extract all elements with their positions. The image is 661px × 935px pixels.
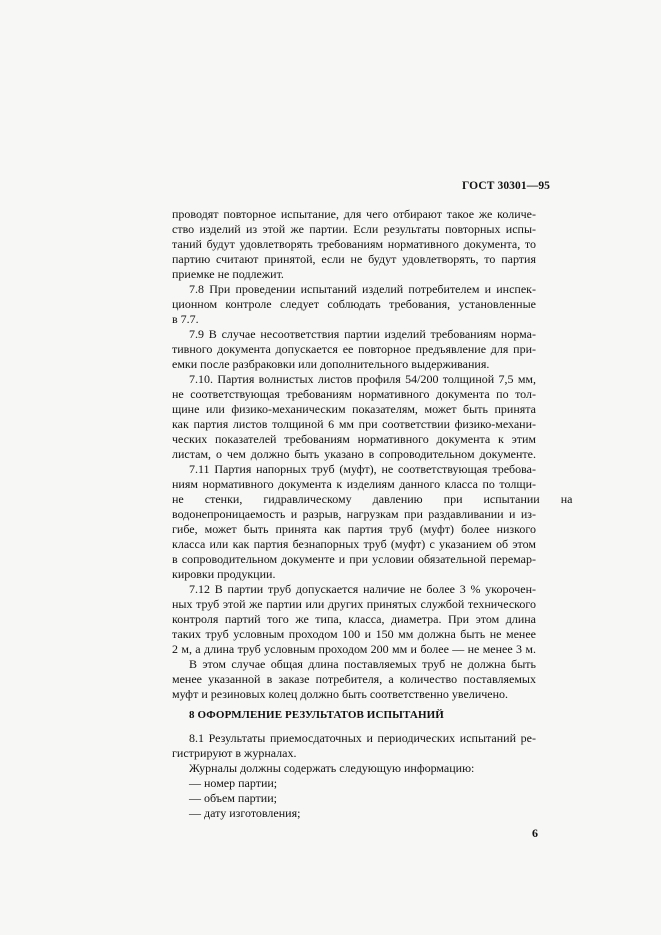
text-line: приемке не подлежит. xyxy=(172,267,284,281)
clause-7-11-line: не стенки, гидравлическому давлению при испытании на xyxy=(172,492,573,506)
section-8-heading: 8 ОФОРМЛЕНИЕ РЕЗУЛЬТАТОВ ИСПЫТАНИЙ xyxy=(189,709,444,721)
clause-7-9-line: 7.9 В случае несоответствия партии изделий требованиям норма- xyxy=(189,327,536,341)
journals-intro-line: Журналы должны содержать следующую информацию: xyxy=(189,761,475,775)
clause-7-10-line: ческих показателей требованиям нормативного документа к этим xyxy=(172,432,536,446)
clause-7-12-line: 7.12 В партии труб допускается наличие не более 3 % укорочен- xyxy=(189,582,536,596)
clause-7-8-line: ционном контроле следует соблюдать требования, установленные xyxy=(172,297,536,311)
clause-7-11-line: гибе, может быть принята как партия труб (муфт) более низкого xyxy=(172,522,536,536)
clause-7-11-line: 7.11 Партия напорных труб (муфт), не соответствующая требова- xyxy=(189,462,536,476)
clause-7-11-line: в сопроводительном документе и при условии обязательной перемар- xyxy=(172,552,536,566)
clause-7-11-line: кировки продукции. xyxy=(172,567,276,581)
text-line: партию считают принятой, если не будут удовлетворять, то партия xyxy=(172,252,536,266)
clause-7-12-continuation-line: В этом случае общая длина поставляемых труб не должна быть xyxy=(189,657,536,671)
clause-7-10-line: как партия листов толщиной 6 мм при соответствии физико-механи- xyxy=(172,417,536,431)
list-item: — дату изготовления; xyxy=(189,806,301,820)
clause-7-10-line: листам, о чем должно быть указано в сопроводительном документе. xyxy=(172,447,536,461)
clause-7-10-line: не соответствующая требованиям нормативного документа по тол- xyxy=(172,387,536,401)
clause-7-12-line: ных труб этой же партии или других принятых службой технического xyxy=(172,597,536,611)
clause-7-9-line: емки после разбраковки или дополнительного выдерживания. xyxy=(172,357,490,371)
list-item: — объем партии; xyxy=(189,791,277,805)
page-number: 6 xyxy=(532,826,538,840)
text-line: проводят повторное испытание, для чего отбирают такое же количе- xyxy=(172,207,536,221)
standard-code-header: ГОСТ 30301—95 xyxy=(462,180,551,192)
clause-8-1-line: 8.1 Результаты приемосдаточных и периодических испытаний ре- xyxy=(189,731,536,745)
clause-7-12-line: 2 м, а длина труб условным проходом 200 мм и более — не менее 3 м. xyxy=(172,642,536,656)
clause-7-11-line: ниям нормативного документа к изделиям данного класса по толщи- xyxy=(172,477,536,491)
clause-7-10-line: щине или физико-механическим показателям, может быть принята xyxy=(172,402,536,416)
clause-7-10-line: 7.10. Партия волнистых листов профиля 54/200 толщиной 7,5 мм, xyxy=(189,372,536,386)
clause-8-1-line: гистрируют в журналах. xyxy=(172,746,297,760)
clause-7-11-line: класса или как партия безнапорных труб (муфт) с указанием об этом xyxy=(172,537,536,551)
clause-7-8-line: в 7.7. xyxy=(172,312,199,326)
clause-7-12-line: таких труб условным проходом 100 и 150 мм должна быть не менее xyxy=(172,627,536,641)
list-item: — номер партии; xyxy=(189,776,278,790)
clause-7-9-line: тивного документа допускается ее повторное предъявление для при- xyxy=(172,342,536,356)
clause-7-12-continuation-line: муфт и резиновых колец должно быть соответственно увеличено. xyxy=(172,687,509,701)
clause-7-12-line: контроля партий того же типа, класса, диаметра. При этом длина xyxy=(172,612,536,626)
clause-7-11-line: водонепроницаемость и разрыв, нагрузкам при раздавливании и из- xyxy=(172,507,536,521)
clause-7-8-line: 7.8 При проведении испытаний изделий потребителем и инспек- xyxy=(189,282,536,296)
text-line: ство изделий из этой же партии. Если результаты повторных испы- xyxy=(172,222,536,236)
clause-7-12-continuation-line: менее указанной в заказе потребителя, а количество поставляемых xyxy=(172,672,536,686)
text-line: таний будут удовлетворять требованиям нормативного документа, то xyxy=(172,237,536,251)
